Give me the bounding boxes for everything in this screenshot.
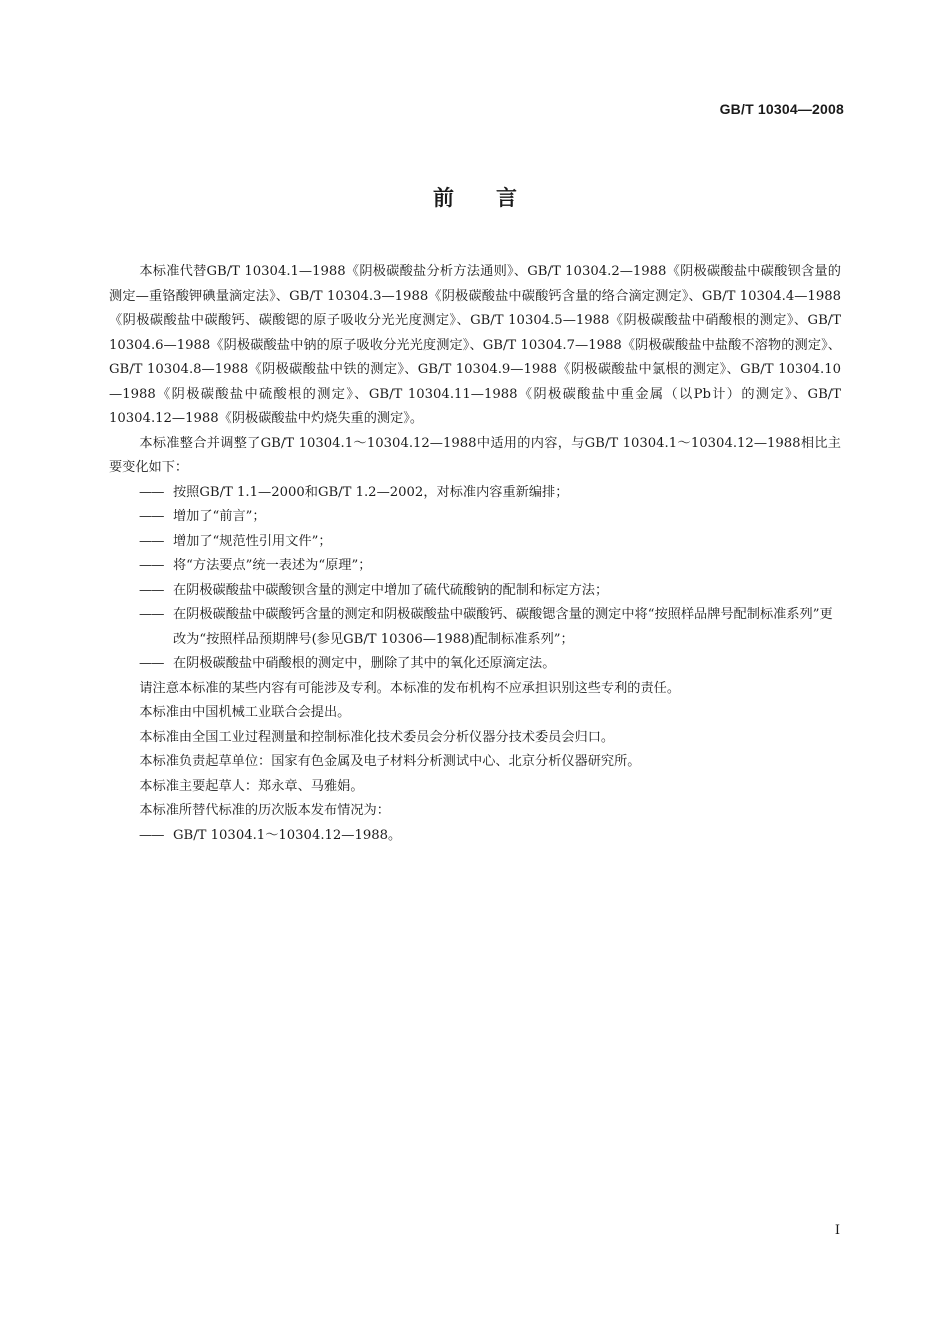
change-text: 增加了“规范性引用文件”； <box>173 533 332 549</box>
dash-marker: —— <box>139 656 164 671</box>
change-item <box>109 530 841 555</box>
paragraph-proposer: 本标准由中国机械工业联合会提出。 <box>139 705 351 720</box>
paragraph-history-intro: 本标准所替代标准的历次版本发布情况为： <box>139 803 390 818</box>
change-text: 增加了“前言”； <box>173 509 266 524</box>
dash-marker: —— <box>139 607 164 622</box>
change-text: 在阴极碳酸盐中碳酸钡含量的测定中增加了硫代硫酸钠的配制和标定方法； <box>173 582 609 598</box>
paragraph-replaced-standards: 本标准代替GB/T 10304.1—1988《阴极碳酸盐分析方法通则》、GB/T 10304.2—1988《阴极碳酸盐中碳酸钡含量的测定—重铬酸钾碘量滴定法》、GB/T 10304.3—1988《阴极碳酸盐中碳酸钙含量的络合滴定测定》、GB/T 10304.4—1988《阴极碳酸盐中碳酸钙、碳酸锶的原子吸收分光光度测定》、GB/T 10304.5—1988《阴极碳酸盐中硝酸根的测定》、GB/T 10304.6—1988《阴极碳酸盐中钠的原子吸收分光光度测定》、GB/T 10304.7—1988《阴极碳酸盐中盐酸不溶物的测定》、GB/T 10304.8—1988《阴极碳酸盐中铁的测定》、GB/T 10304.9—1988《阴极碳酸盐中氯根的测定》、GB/T 10304.10—1988《阴极碳酸盐中硫酸根的测定》、GB/T 10304.11—1988《阴极碳酸盐中重金属（以Pb计）的测定》、GB/T 10304.12—1988《阴极碳酸盐中灼烧失重的测定》。 <box>109 264 841 426</box>
dash-marker: —— <box>139 582 164 598</box>
page-title: 前言 <box>433 186 559 210</box>
change-text: 在阴极碳酸盐中碳酸钙含量的测定和阴极碳酸盐中碳酸钙、碳酸锶含量的测定中将“按照样品牌号配制标准系列”更改为“按照样品预期牌号(参见GB/T 10306—1988)配制标准系列”； <box>173 607 833 647</box>
change-item <box>109 554 841 579</box>
dash-marker: —— <box>139 484 164 500</box>
change-item <box>109 505 841 530</box>
paragraph-drafters: 本标准主要起草人：郑永章、马雅娟。 <box>139 778 364 794</box>
foreword-body <box>109 260 841 848</box>
paragraph-drafting-units: 本标准负责起草单位：国家有色金属及电子材料分析测试中心、北京分析仪器研究所。 <box>139 754 641 769</box>
change-text: 按照GB/T 1.1—2000和GB/T 1.2—2002，对标准内容重新编排； <box>173 484 569 500</box>
dash-marker: —— <box>139 827 164 843</box>
dash-marker: —— <box>139 509 164 524</box>
paragraph-main-changes: 本标准整合并调整了GB/T 10304.1～10304.12—1988中适用的内容，与GB/T 10304.1～10304.12—1988相比主要变化如下： <box>109 435 841 475</box>
change-item <box>109 603 841 652</box>
standard-code: GB/T 10304—2008 <box>719 101 844 117</box>
change-text: 在阴极碳酸盐中硝酸根的测定中，删除了其中的氧化还原滴定法。 <box>173 656 556 671</box>
change-item <box>109 481 841 506</box>
change-item <box>109 652 841 677</box>
history-text: GB/T 10304.1～10304.12—1988。 <box>173 827 402 843</box>
page-number: I <box>834 1223 840 1238</box>
change-text: 将“方法要点”统一表述为“原理”； <box>173 558 372 573</box>
paragraph-patent-notice: 请注意本标准的某些内容有可能涉及专利。本标准的发布机构不应承担识别这些专利的责任。 <box>139 680 681 696</box>
dash-marker: —— <box>139 533 164 549</box>
history-item <box>109 824 841 849</box>
change-item <box>109 579 841 604</box>
paragraph-committee: 本标准由全国工业过程测量和控制标准化技术委员会分析仪器分技术委员会归口。 <box>139 729 615 745</box>
dash-marker: —— <box>139 558 164 573</box>
